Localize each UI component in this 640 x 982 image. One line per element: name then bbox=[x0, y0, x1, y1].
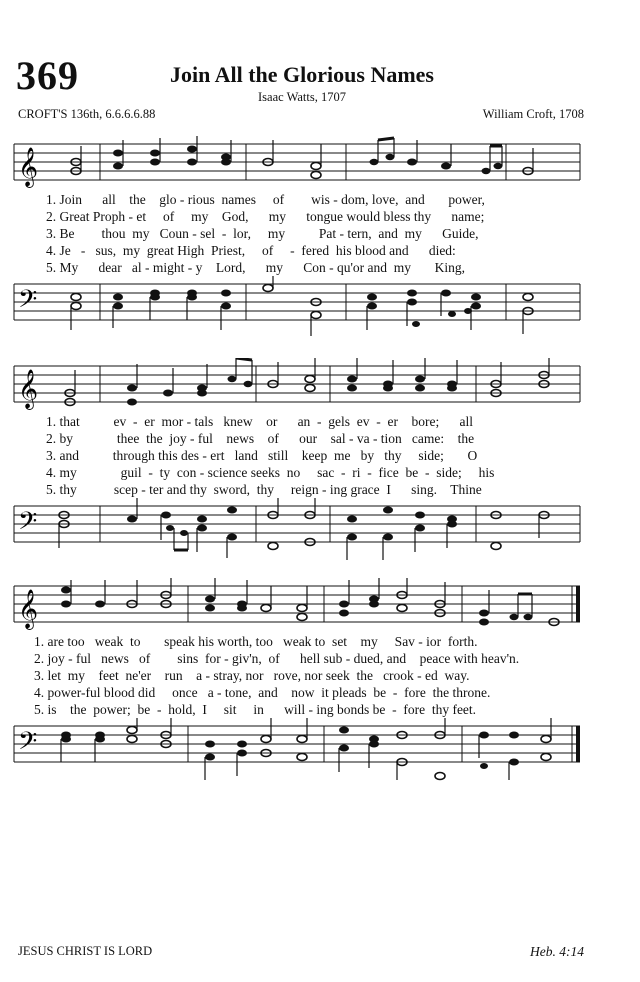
system-2-lyric-line: 2. by thee the joy - ful news of our sal - va - tion came: the bbox=[46, 431, 475, 446]
system-2-bass-staff bbox=[0, 498, 640, 562]
system-3-treble-staff bbox=[0, 578, 640, 638]
system-1-bass-staff bbox=[0, 276, 640, 340]
hymn-title: Join All the Glorious Names bbox=[169, 62, 434, 87]
system-3-lyric-line: 4. power-ful blood did once a - tone, and now it pleads be - fore the throne. bbox=[34, 685, 491, 700]
system-3-lyric-line: 5. is the power; be - hold, I sit in will - ing bonds be - fore thy feet. bbox=[34, 702, 477, 717]
hymn-number: 369 bbox=[16, 53, 79, 98]
system-1-lyric-line: 5. My dear al - might - y Lord, my Con - qu'or and my King, bbox=[46, 260, 466, 275]
svg-text:𝄢: 𝄢 bbox=[18, 285, 38, 320]
system-2-lyric-line: 3. and through this des - ert land still keep me by thy side; O bbox=[46, 448, 478, 463]
scripture-reference: Heb. 4:14 bbox=[530, 944, 584, 959]
system-3-bass-staff bbox=[0, 718, 640, 782]
system-2-lyric-line: 1. that ev - er mor - tals knew or an - gels ev - er bore; all bbox=[46, 414, 474, 429]
system-1-lyric-line: 1. Join all the glo - rious names of wis - dom, love, and power, bbox=[46, 192, 485, 207]
system-3-lyric-line: 2. joy - ful news of sins for - giv'n, of hell sub - dued, and peace with heav'n. bbox=[34, 651, 520, 666]
system-1-lyric-line: 3. Be thou my Coun - sel - lor, my Pat - tern, and my Guide, bbox=[46, 226, 479, 241]
system-3-lyric-line: 3. let my feet ne'er run a - stray, nor rove, nor seek the crook - ed way. bbox=[34, 668, 470, 683]
system-2-treble-staff bbox=[0, 358, 640, 418]
system-2-lyric-line: 4. my guil - ty con - science seeks no sac - ri - fice be - side; his bbox=[46, 465, 495, 480]
topic-label: JESUS CHRIST IS LORD bbox=[18, 944, 153, 958]
system-3-lyric-line: 1. are too weak to speak his worth, too weak to set my Sav - ior forth. bbox=[34, 634, 478, 649]
system-1-treble-staff bbox=[0, 136, 640, 196]
svg-text:𝄞: 𝄞 bbox=[18, 369, 39, 409]
svg-text:𝄢: 𝄢 bbox=[18, 507, 38, 542]
author-credit: Isaac Watts, 1707 bbox=[258, 90, 346, 104]
svg-text:𝄞: 𝄞 bbox=[18, 589, 39, 629]
system-1-lyric-line: 4. Je - sus, my great High Priest, of - fered his blood and died: bbox=[46, 243, 456, 258]
system-2-lyric-line: 5. thy scep - ter and thy sword, thy reign - ing grace I sing. Thine bbox=[46, 482, 482, 497]
composer-credit: William Croft, 1708 bbox=[482, 107, 584, 121]
svg-text:𝄢: 𝄢 bbox=[18, 727, 38, 762]
system-1-lyric-line: 2. Great Proph - et of my God, my tongue would bless thy name; bbox=[46, 209, 485, 224]
svg-text:𝄞: 𝄞 bbox=[18, 147, 39, 187]
tune-name: CROFT'S 136th, 6.6.6.6.88 bbox=[18, 107, 156, 121]
